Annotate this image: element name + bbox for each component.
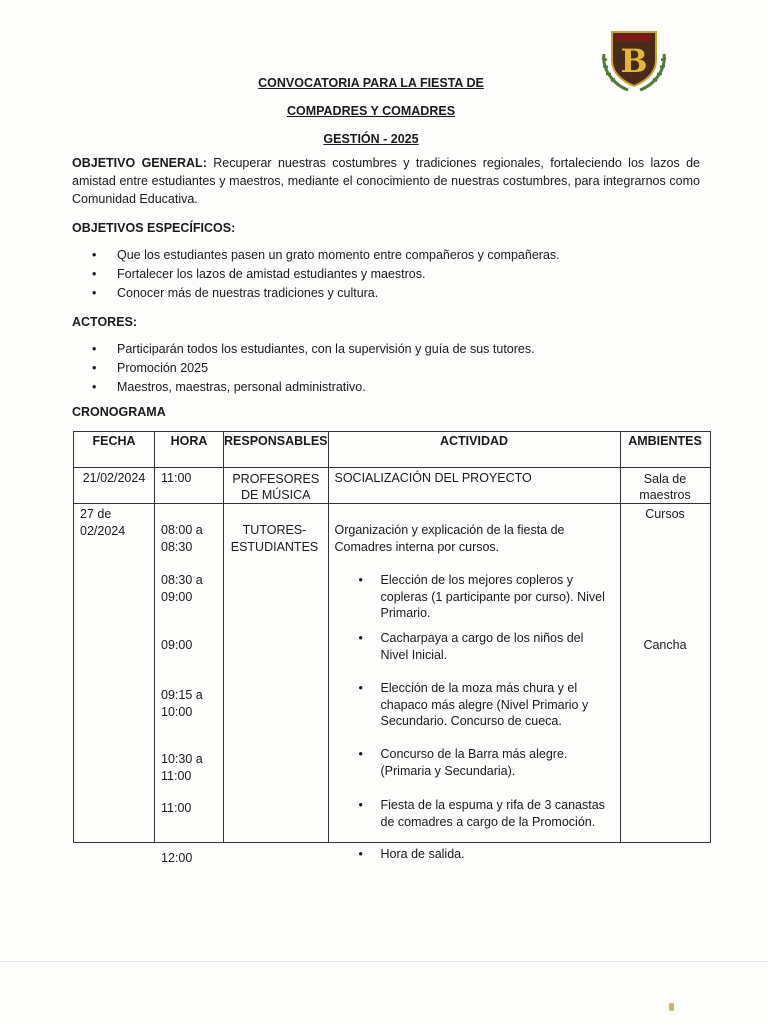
list-item: • Promoción 2025	[72, 359, 535, 378]
document-year: GESTIÓN - 2025	[323, 132, 419, 146]
actores-heading: ACTORES:	[72, 315, 138, 329]
fecha-text: 27 de 02/2024	[80, 507, 126, 538]
list-item: • Participarán todos los estudiantes, con la supervisión y guía de sus tutores.	[72, 340, 535, 359]
list-item: • Maestros, maestras, personal administrativo.	[72, 378, 535, 397]
actividad-item: • Hora de salida.	[329, 846, 611, 863]
objetivos-especificos-heading: OBJETIVOS ESPECÍFICOS:	[72, 221, 236, 235]
hora-value: 10:30 a 11:00	[161, 752, 203, 783]
hora-value: 09:00	[161, 638, 193, 652]
responsables-text: TUTORES-ESTUDIANTES	[230, 523, 319, 554]
column-header-ambientes: AMBIENTES	[620, 432, 710, 468]
svg-text:B: B	[620, 42, 648, 80]
ambiente-cancha: Cancha	[643, 638, 687, 652]
hora-value: 11:00	[161, 801, 192, 815]
hora-value: 12:00	[161, 851, 193, 865]
hora-value: 08:00 a 08:30	[161, 523, 203, 554]
table-row	[74, 504, 711, 843]
cell-ambientes: Sala de maestros	[620, 468, 710, 504]
actividad-item: • Elección de la moza más chura y el chapaco más alegre (Nivel Primario y Secundario. Concurso de cueca.	[329, 680, 611, 730]
objetivo-general-paragraph	[72, 154, 700, 208]
cell-responsables	[224, 504, 329, 843]
actividad-item: • Elección de los mejores copleros y copleras (1 participante por curso). Nivel Primario.	[329, 572, 611, 622]
objetivo-general-text: Recuperar nuestras costumbres y tradiciones regionales, fortaleciendo los lazos de amistad entre estudiantes y maestros, mediante el conocimiento de nuestras costumbres, para integrarnos como Comunidad Educativa.	[72, 156, 700, 206]
cell-responsables: PROFESORES DE MÚSICA	[224, 468, 329, 504]
objetivo-general-label: OBJETIVO GENERAL:	[72, 156, 207, 170]
cell-fecha: 21/02/2024	[74, 468, 155, 504]
cell-actividad	[328, 504, 620, 861]
cell-actividad: SOCIALIZACIÓN DEL PROYECTO	[328, 468, 620, 504]
cell-hora: 11:00	[155, 468, 224, 504]
list-item: • Fortalecer los lazos de amistad estudiantes y maestros.	[72, 265, 560, 284]
actividad-item: • Concurso de la Barra más alegre. (Primaria y Secundaria).	[329, 746, 611, 779]
document-title: CONVOCATORIA PARA LA FIESTA DE	[258, 76, 484, 90]
list-item: • Conocer más de nuestras tradiciones y cultura.	[72, 284, 560, 303]
cell-fecha	[74, 504, 155, 843]
column-header-responsables: RESPONSABLES	[224, 432, 329, 468]
actores-list	[72, 340, 535, 397]
cell-hora	[155, 504, 224, 865]
ambiente-cursos: Cursos	[645, 507, 685, 521]
actividad-item: • Cacharpaya a cargo de los niños del Nivel Inicial.	[329, 630, 611, 663]
column-header-actividad: ACTIVIDAD	[328, 432, 620, 468]
table-row	[74, 468, 711, 504]
list-item: • Que los estudiantes pasen un grato momento entre compañeros y compañeras.	[72, 246, 560, 265]
actividad-item: • Fiesta de la espuma y rifa de 3 canastas de comadres a cargo de la Promoción.	[329, 797, 621, 830]
table-header-row	[74, 432, 711, 468]
hora-value: 08:30 a 09:00	[161, 573, 203, 604]
hora-value: 09:15 a 10:00	[161, 688, 203, 719]
page-divider	[0, 961, 768, 962]
cronograma-table	[73, 431, 711, 865]
actividad-intro: Organización y explicación de la fiesta de Comadres interna por cursos.	[334, 523, 565, 554]
column-header-hora: HORA	[155, 432, 224, 468]
column-header-fecha: FECHA	[74, 432, 155, 468]
cell-ambientes	[620, 504, 710, 843]
scan-mark	[669, 1003, 674, 1011]
cronograma-heading: CRONOGRAMA	[72, 405, 166, 419]
document-subtitle: COMPADRES Y COMADRES	[286, 104, 456, 118]
objetivos-especificos-list	[72, 246, 560, 303]
